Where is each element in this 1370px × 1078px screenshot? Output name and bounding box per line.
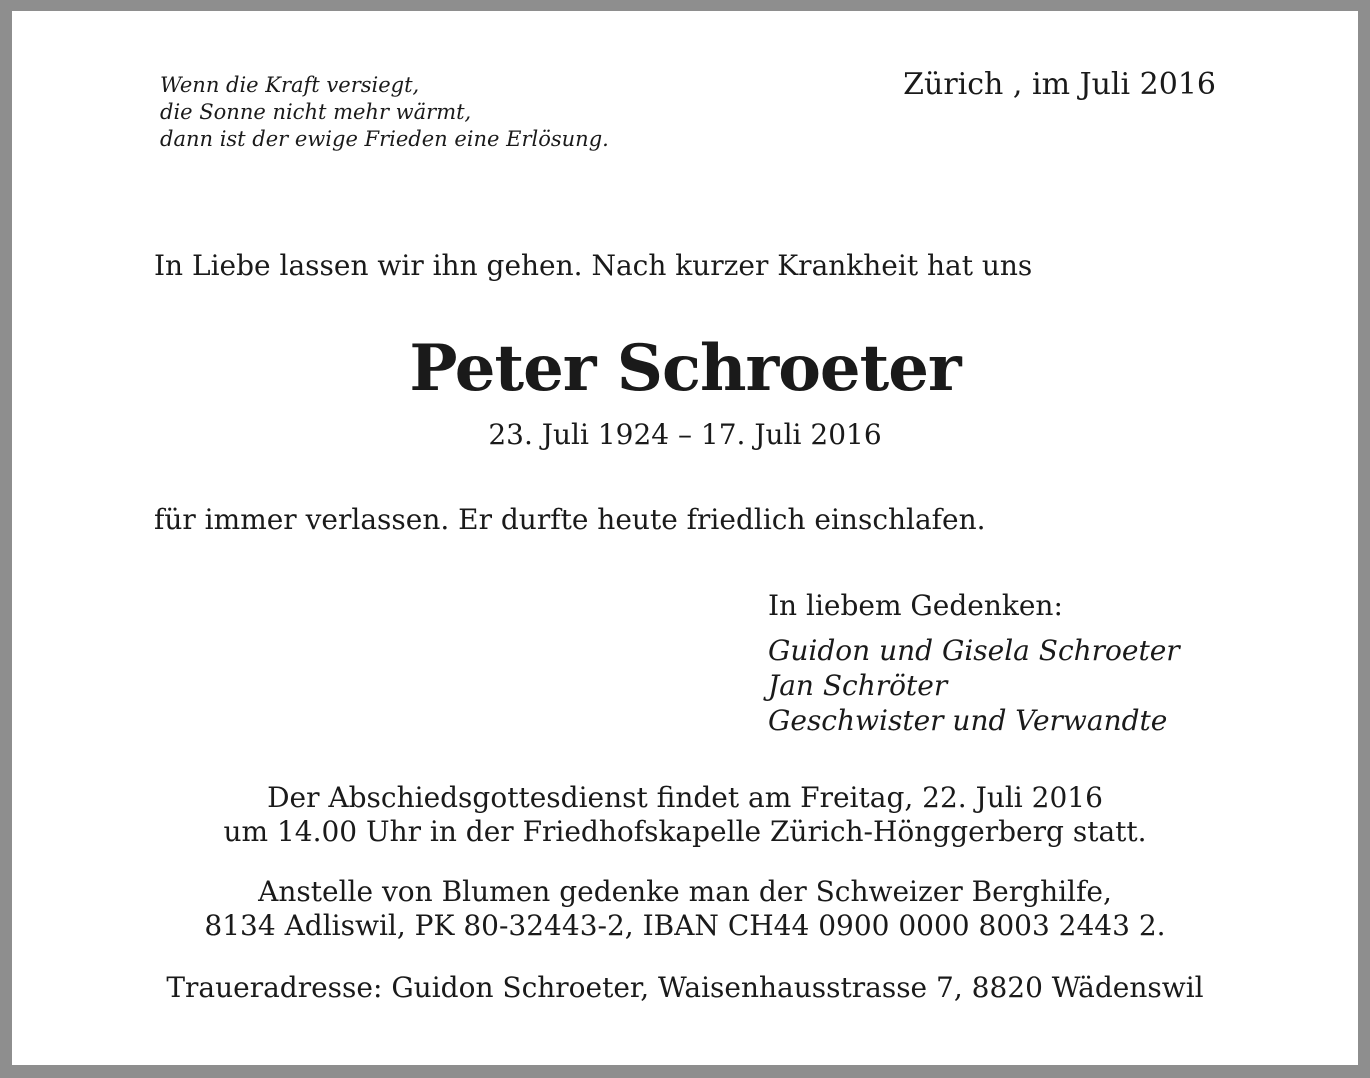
memory-heading: In liebem Gedenken: xyxy=(768,589,1063,622)
service-line: Der Abschiedsgottesdienst findet am Freitag, 22. Juli 2016 xyxy=(267,781,1103,814)
mourning-address: Traueradresse: Guidon Schroeter, Waisenhausstrasse 7, 8820 Wädenswil xyxy=(166,971,1204,1004)
obituary-notice xyxy=(12,11,1358,1065)
service-line: um 14.00 Uhr in der Friedhofskapelle Zürich-Hönggerberg statt. xyxy=(223,815,1147,848)
life-dates: 23. Juli 1924 – 17. Juli 2016 xyxy=(488,418,882,451)
deceased-name: Peter Schroeter xyxy=(409,331,961,406)
mourner: Guidon und Gisela Schroeter xyxy=(768,634,1180,667)
mourner: Geschwister und Verwandte xyxy=(768,704,1168,737)
intro-text: In Liebe lassen wir ihn gehen. Nach kurzer Krankheit hat uns xyxy=(154,249,1033,282)
poem-line: die Sonne nicht mehr wärmt, xyxy=(160,100,472,124)
donation-info xyxy=(12,875,1358,943)
outro-text: für immer verlassen. Er durfte heute friedlich einschlafen. xyxy=(154,503,986,536)
mourner: Jan Schröter xyxy=(768,669,948,702)
mourners-list xyxy=(768,633,1180,738)
poem-quote xyxy=(160,72,609,153)
poem-line: dann ist der ewige Frieden eine Erlösung. xyxy=(160,127,609,151)
poem-line: Wenn die Kraft versiegt, xyxy=(160,73,420,97)
service-info xyxy=(12,781,1358,849)
donation-line: Anstelle von Blumen gedenke man der Schweizer Berghilfe, xyxy=(258,875,1112,908)
donation-line: 8134 Adliswil, PK 80-32443-2, IBAN CH44 0900 0000 8003 2443 2. xyxy=(204,909,1166,942)
place-date: Zürich , im Juli 2016 xyxy=(903,67,1216,102)
